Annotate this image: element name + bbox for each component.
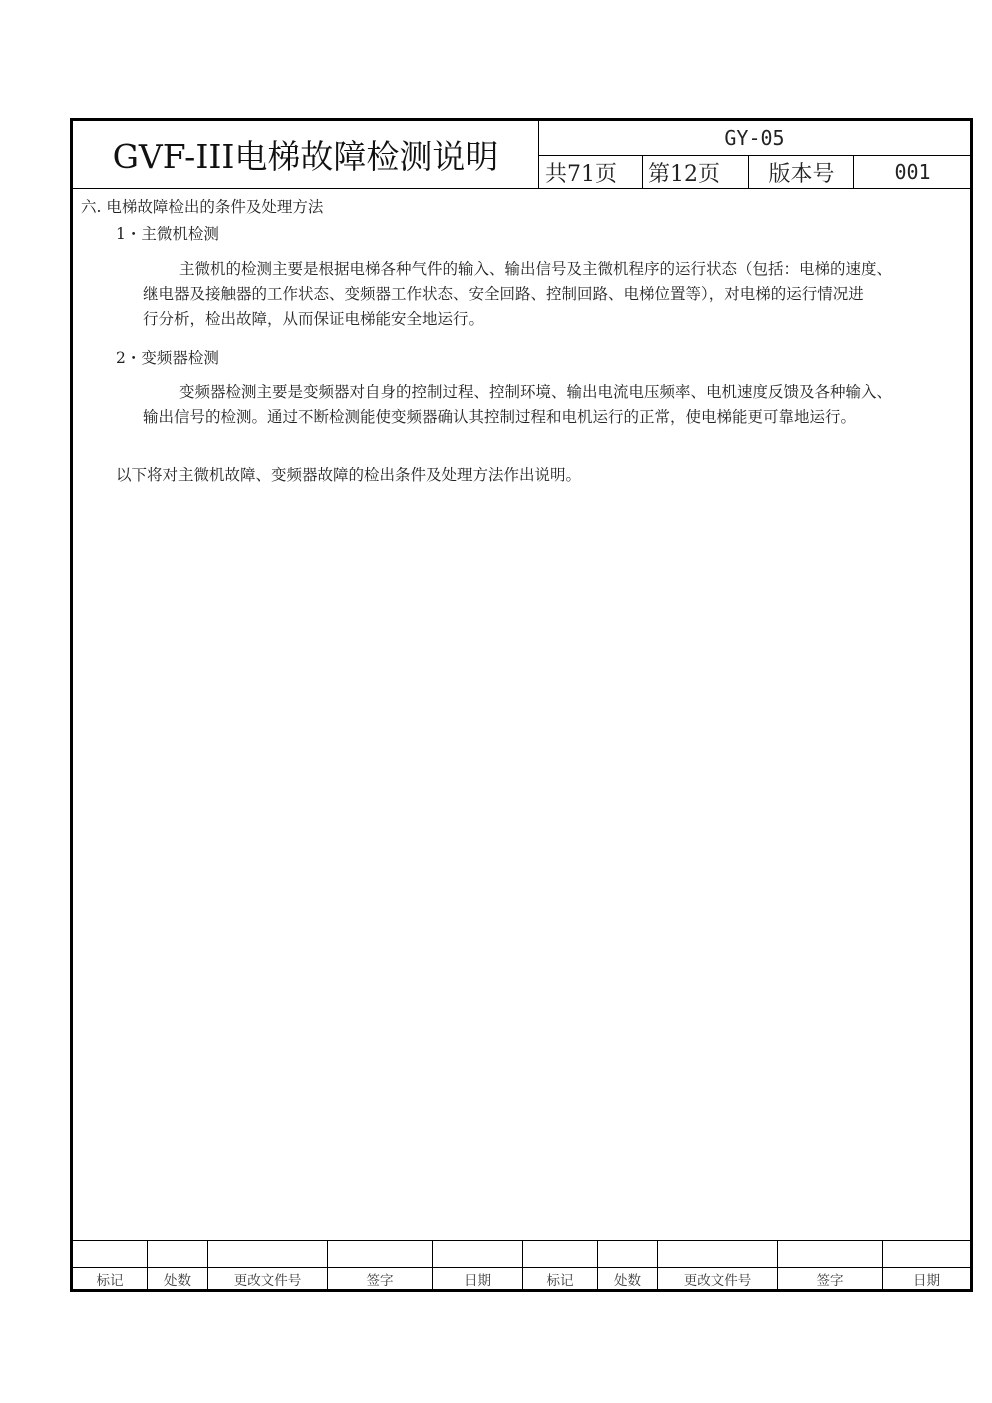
revision-label: 日期 <box>433 1268 523 1290</box>
current-page: 第12页 <box>644 156 749 188</box>
sub2-heading: 2・变频器检测 <box>116 349 219 367</box>
document-header <box>73 121 970 189</box>
version-value: 001 <box>894 160 931 184</box>
sub1-line: 继电器及接触器的工作状态、变频器工作状态、安全回路、控制回路、电梯位置等），对电梯的运行情况进 <box>143 285 864 303</box>
version-label: 版本号 <box>750 156 854 188</box>
revision-label: 更改文件号 <box>208 1268 328 1290</box>
sub1-paragraph <box>143 257 970 337</box>
revision-label: 更改文件号 <box>658 1268 778 1290</box>
revision-label: 签字 <box>778 1268 883 1290</box>
revision-cell <box>598 1241 658 1267</box>
document-frame <box>70 118 973 1292</box>
revision-entry-row <box>73 1241 970 1268</box>
revision-table <box>73 1240 970 1290</box>
sub2-line: 输出信号的检测。通过不断检测能使变频器确认其控制过程和电机运行的正常，使电梯能更可靠地运行。 <box>143 408 857 426</box>
revision-cell <box>658 1241 778 1267</box>
conclusion-text: 以下将对主微机故障、变频器故障的检出条件及处理方法作出说明。 <box>116 466 582 484</box>
sub1-line: 主微机的检测主要是根据电梯各种气件的输入、输出信号及主微机程序的运行状态（包括：电梯的速度、 <box>179 260 893 278</box>
sub2-line: 变频器检测主要是变频器对自身的控制过程、控制环境、输出电流电压频率、电机速度反馈及各种输入、 <box>179 383 893 401</box>
revision-cell <box>148 1241 208 1267</box>
sub1-line: 行分析，检出故障，从而保证电梯能安全地运行。 <box>143 310 485 328</box>
revision-cell <box>73 1241 148 1267</box>
revision-label: 标记 <box>73 1268 148 1290</box>
revision-cell <box>523 1241 598 1267</box>
revision-label-row <box>73 1268 970 1290</box>
revision-cell <box>778 1241 883 1267</box>
total-pages: 共71页 <box>539 156 643 188</box>
revision-label: 处数 <box>148 1268 208 1290</box>
revision-cell <box>328 1241 433 1267</box>
sub1-heading: 1・主微机检测 <box>116 225 219 243</box>
revision-cell <box>433 1241 523 1267</box>
revision-cell <box>883 1241 970 1267</box>
document-code: GY-05 <box>539 121 970 156</box>
section-heading: 六. 电梯故障检出的条件及处理方法 <box>81 198 324 216</box>
revision-label: 签字 <box>328 1268 433 1290</box>
revision-label: 标记 <box>523 1268 598 1290</box>
revision-label: 日期 <box>913 1273 940 1289</box>
document-title: GVF-III电梯故障检测说明 <box>73 121 539 188</box>
sub2-paragraph <box>143 380 970 432</box>
revision-cell <box>208 1241 328 1267</box>
revision-label: 处数 <box>598 1268 658 1290</box>
